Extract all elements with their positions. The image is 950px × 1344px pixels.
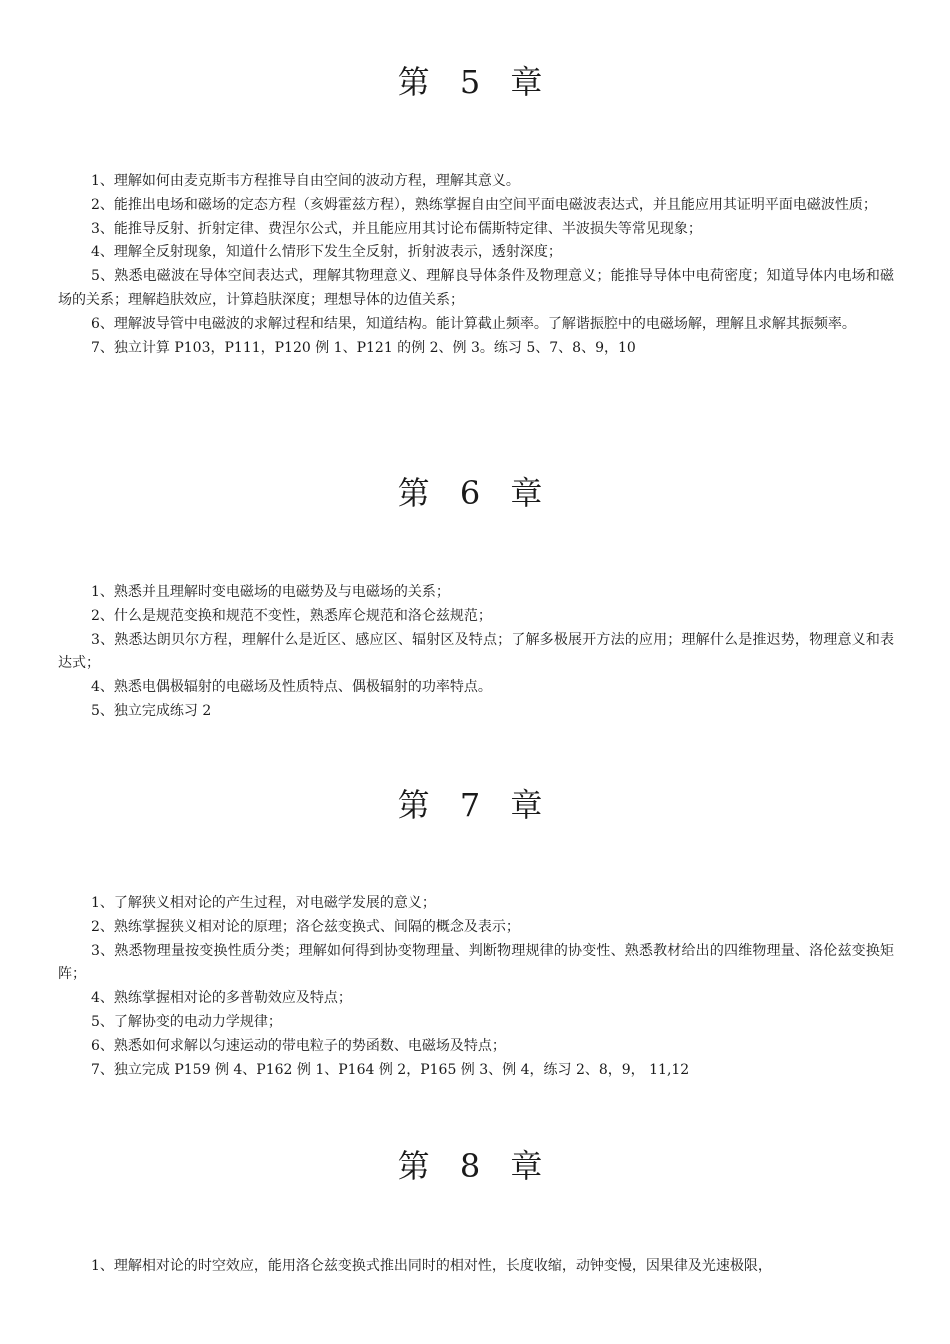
list-item: 3、熟悉达朗贝尔方程，理解什么是近区、感应区、辐射区及特点；了解多极展开方法的应用；理解什么是推迟势，物理意义和表达式； bbox=[58, 631, 894, 672]
list-item: 6、熟悉如何求解以匀速运动的带电粒子的势函数、电磁场及特点； bbox=[91, 1037, 506, 1054]
list-item: 1、熟悉并且理解时变电磁场的电磁势及与电磁场的关系； bbox=[91, 584, 450, 600]
list-item: 1、理解相对论的时空效应，能用洛仑兹变换式推出同时的相对性，长度收缩，动钟变慢，因果律及光速极限， bbox=[91, 1258, 772, 1274]
list-item: 2、什么是规范变换和规范不变性，熟悉库仑规范和洛仑兹规范； bbox=[91, 607, 492, 624]
list-item: 7、独立完成 P159 例 4、P162 例 1、P164 例 2，P165 例 3、例 4，练习 2、8，9， 11,12 bbox=[91, 1061, 690, 1078]
list-item: 6、理解波导管中电磁波的求解过程和结果，知道结构。能计算截止频率。了解谐振腔中的电磁场解，理解且求解其振频率。 bbox=[91, 315, 856, 332]
list-item: 1、理解如何由麦克斯韦方程推导自由空间的波动方程，理解其意义。 bbox=[91, 173, 520, 189]
list-item: 4、熟练掌握相对论的多普勒效应及特点； bbox=[91, 990, 352, 1007]
chapter-8-title: 第 8 章 bbox=[397, 1147, 553, 1185]
list-item: 5、熟悉电磁波在导体空间表达式，理解其物理意义、理解良导体条件及物理意义；能推导导体中电荷密度；知道导体内电场和磁场的关系；理解趋肤效应，计算趋肤深度；理想导体的边值关系； bbox=[58, 268, 894, 308]
list-item: 4、理解全反射现象，知道什么情形下发生全反射，折射波表示，透射深度； bbox=[91, 244, 562, 261]
list-item: 5、独立完成练习 2 bbox=[91, 702, 212, 719]
list-item: 5、了解协变的电动力学规律； bbox=[91, 1013, 282, 1030]
list-item: 3、能推导反射、折射定律、费涅尔公式，并且能应用其讨论布儒斯特定律、半波损失等常见现象； bbox=[91, 220, 702, 237]
list-item: 4、熟悉电偶极辐射的电磁场及性质特点、偶极辐射的功率特点。 bbox=[91, 679, 492, 696]
list-item: 7、独立计算 P103，P111，P120 例 1、P121 的例 2、例 3。练习 5、7、8、9，10 bbox=[91, 339, 636, 356]
list-item: 1、了解狭义相对论的产生过程，对电磁学发展的意义； bbox=[91, 895, 436, 911]
chapter-7-title: 第 7 章 bbox=[397, 786, 553, 824]
chapter-6-items bbox=[58, 581, 894, 724]
chapter-7-items bbox=[58, 892, 894, 1082]
chapter-6-title: 第 6 章 bbox=[397, 474, 553, 512]
list-item: 2、熟练掌握狭义相对论的原理；洛仑兹变换式、间隔的概念及表示； bbox=[91, 918, 520, 935]
list-item: 2、能推出电场和磁场的定态方程（亥姆霍兹方程），熟练掌握自由空间平面电磁波表达式，并且能应用其证明平面电磁波性质； bbox=[91, 196, 877, 213]
chapter-5-title: 第 5 章 bbox=[397, 63, 553, 101]
chapter-5-items bbox=[58, 170, 894, 360]
list-item: 3、熟悉物理量按变换性质分类；理解如何得到协变物理量、判断物理规律的协变性、熟悉教材给出的四维物理量、洛伦兹变换矩阵； bbox=[58, 942, 894, 983]
chapter-8-items bbox=[58, 1255, 894, 1279]
